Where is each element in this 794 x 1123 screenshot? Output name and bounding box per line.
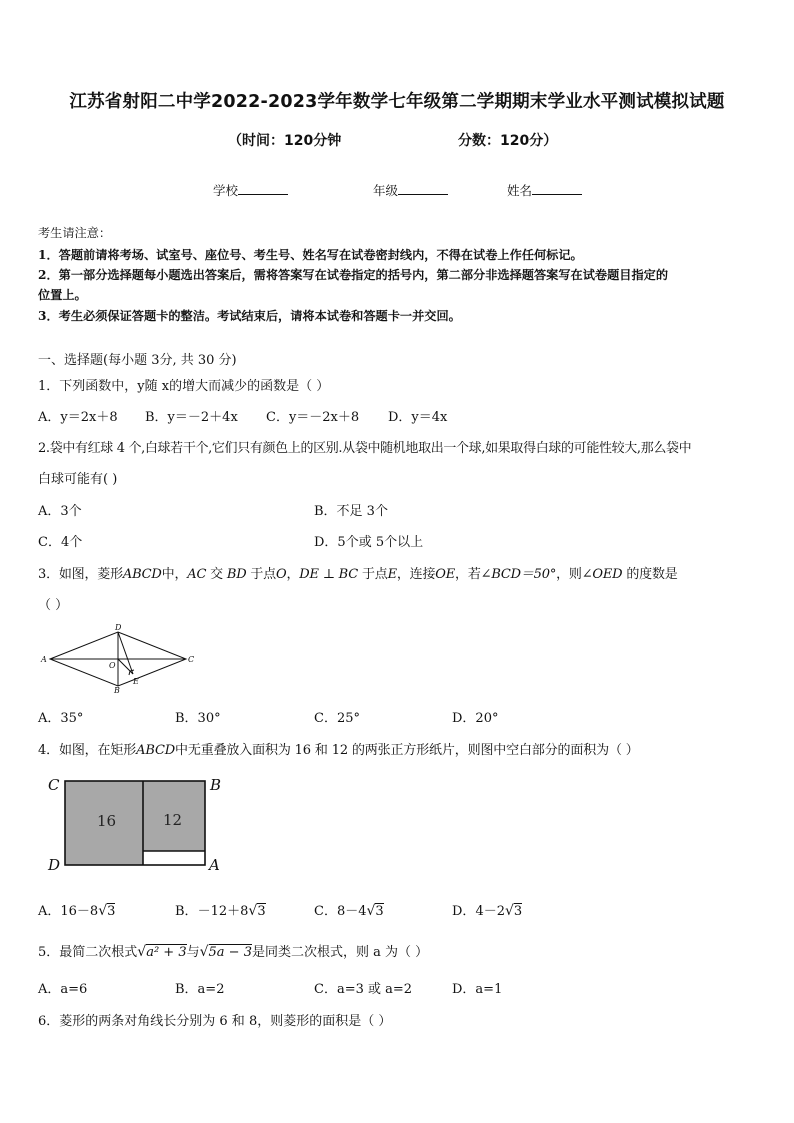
option-label: A． <box>38 904 61 919</box>
sqrt-icon: √ <box>137 944 147 960</box>
q3-text: 于点 <box>246 567 276 582</box>
q3-text: 中， <box>161 567 188 582</box>
name-blank[interactable] <box>532 182 582 195</box>
option-term: 8－4 <box>336 904 367 919</box>
q3-stem-cont: （ ） <box>38 598 69 613</box>
label-d: D <box>115 623 122 632</box>
sqrt-icon: √ <box>98 903 108 919</box>
q3-math: ∠OED <box>581 567 623 582</box>
radicand: 3 <box>375 904 384 919</box>
sqrt-icon: √ <box>504 903 514 919</box>
q3-text: 的度数是 <box>622 567 678 582</box>
radicand-1: a² + 3 <box>146 945 187 960</box>
q3-math: OE <box>435 567 456 582</box>
q3-math: O <box>275 567 287 582</box>
label-b: B <box>210 776 222 794</box>
grade-label: 年级 <box>373 183 399 198</box>
option-label: C． <box>314 904 337 919</box>
area-12-label: 12 <box>163 811 183 829</box>
q3-option-c: C．25° <box>314 711 360 726</box>
option-term: 16－8 <box>60 904 99 919</box>
q5-stem <box>38 941 428 960</box>
q2-option-b: B．不足 3个 <box>314 504 388 519</box>
q4-option-c <box>314 900 384 919</box>
q3-math: E <box>387 567 397 582</box>
area-16-label: 16 <box>97 812 117 830</box>
rhombus-figure <box>36 622 196 694</box>
q5-option-c: C．a=3 或 a=2 <box>314 982 413 997</box>
q3-text: ，则 <box>556 567 582 582</box>
notice-item: 3．考生必须保证答题卡的整洁。考试结束后，请将本试卷和答题卡一并交回。 <box>38 309 461 323</box>
label-e: E <box>133 677 139 686</box>
notice-item: 1．答题前请将考场、试室号、座位号、考生号、姓名写在试卷密封线内，不得在试卷上作任何标记。 <box>38 248 583 262</box>
q3-math: DE ⊥ BC <box>299 567 359 582</box>
q3-text: 交 <box>206 567 227 582</box>
school-blank[interactable] <box>238 182 288 195</box>
option-term: －12＋8 <box>197 904 249 919</box>
q6-stem: 6．菱形的两条对角线长分别为 6 和 8，则菱形的面积是（ ） <box>38 1014 392 1029</box>
q4-option-a <box>38 900 115 919</box>
radicand: 3 <box>107 904 116 919</box>
radicand-2: 5a − 3 <box>208 945 252 960</box>
q5-text: 与 <box>186 945 200 960</box>
q3-option-a: A．35° <box>38 711 84 726</box>
q4-option-d <box>452 900 522 919</box>
q3-text: 3．如图，菱形 <box>38 567 123 582</box>
notice-item: 2．第一部分选择题每小题选出答案后，需将答案写在试卷指定的括号内，第二部分非选择题答案写在试卷题目指定的 <box>38 268 669 282</box>
grade-field <box>373 181 448 199</box>
q4-math: ABCD <box>136 743 176 758</box>
q5-text: 5．最简二次根式 <box>38 945 138 960</box>
q5-text: 是同类二次根式，则 a 为（ ） <box>251 945 429 960</box>
notice-heading: 考生请注意： <box>38 226 112 240</box>
q1-option-c: C．y＝－2x＋8 <box>266 410 360 425</box>
q1-option-d: D．y＝4x <box>388 410 448 425</box>
q1-option-a: A．y＝2x＋8 <box>38 410 118 425</box>
school-label: 学校 <box>213 183 239 198</box>
grade-blank[interactable] <box>398 182 448 195</box>
q2-stem: 2.袋中有红球 4 个,白球若干个,它们只有颜色上的区别.从袋中随机地取出一个球,如果取得白球的可能性较大,那么袋中 <box>38 441 692 456</box>
school-field <box>213 181 288 199</box>
q3-text: ，若 <box>455 567 481 582</box>
q4-option-b <box>175 900 266 919</box>
option-label: D． <box>452 904 476 919</box>
q2-option-a: A．3个 <box>38 504 82 519</box>
q3-option-b: B．30° <box>175 711 221 726</box>
name-label: 姓名 <box>507 183 533 198</box>
label-b: B <box>114 686 120 694</box>
name-field <box>507 181 582 199</box>
q3-math: BD <box>226 567 247 582</box>
option-label: B． <box>175 904 198 919</box>
q2-option-c: C．4个 <box>38 535 83 550</box>
exam-time: （时间：120分钟 <box>228 133 342 149</box>
q2-stem-cont: 白球可能有( ) <box>38 472 118 487</box>
q2-option-d: D．5个或 5个以上 <box>314 535 424 550</box>
q3-text: ， <box>286 567 300 582</box>
sqrt-icon: √ <box>366 903 376 919</box>
segment-de <box>118 632 133 674</box>
label-c: C <box>188 655 195 664</box>
q1-option-b: B．y＝－2＋4x <box>145 410 238 425</box>
q5-option-d: D．a=1 <box>452 982 503 997</box>
q4-text: 4．如图，在矩形 <box>38 743 137 758</box>
q3-stem <box>38 563 678 582</box>
q3-math: AC <box>187 567 207 582</box>
q3-text: 于点 <box>358 567 388 582</box>
rectangle-figure <box>40 770 240 874</box>
exam-score: 分数：120分） <box>458 133 558 149</box>
radicand: 3 <box>513 904 523 919</box>
label-o: O <box>109 661 116 670</box>
option-term: 4－2 <box>475 904 505 919</box>
q4-text: 中无重叠放入面积为 16 和 12 的两张正方形纸片，则图中空白部分的面积为（ ） <box>175 743 639 758</box>
section-heading: 一、选择题(每小题 3分, 共 30 分) <box>38 353 237 368</box>
q5-option-b: B．a=2 <box>175 982 225 997</box>
q1-stem: 1．下列函数中，y随 x的增大而减少的函数是（ ） <box>38 379 330 394</box>
label-c: C <box>48 776 60 794</box>
q4-stem <box>38 739 639 758</box>
sqrt-icon: √ <box>248 903 258 919</box>
label-a: A <box>209 856 220 874</box>
q3-text: ，连接 <box>396 567 436 582</box>
radicand: 3 <box>257 904 266 919</box>
label-d: D <box>48 856 61 874</box>
q5-option-a: A．a=6 <box>38 982 88 997</box>
label-a: A <box>41 655 47 664</box>
notice-item: 位置上。 <box>38 288 87 302</box>
page-title: 江苏省射阳二中学2022-2023学年数学七年级第二学期期末学业水平测试模拟试题 <box>69 92 725 112</box>
sqrt-icon: √ <box>199 944 209 960</box>
q3-math: ABCD <box>122 567 162 582</box>
q3-math: ∠BCD＝50° <box>480 567 557 582</box>
q3-option-d: D．20° <box>452 711 499 726</box>
